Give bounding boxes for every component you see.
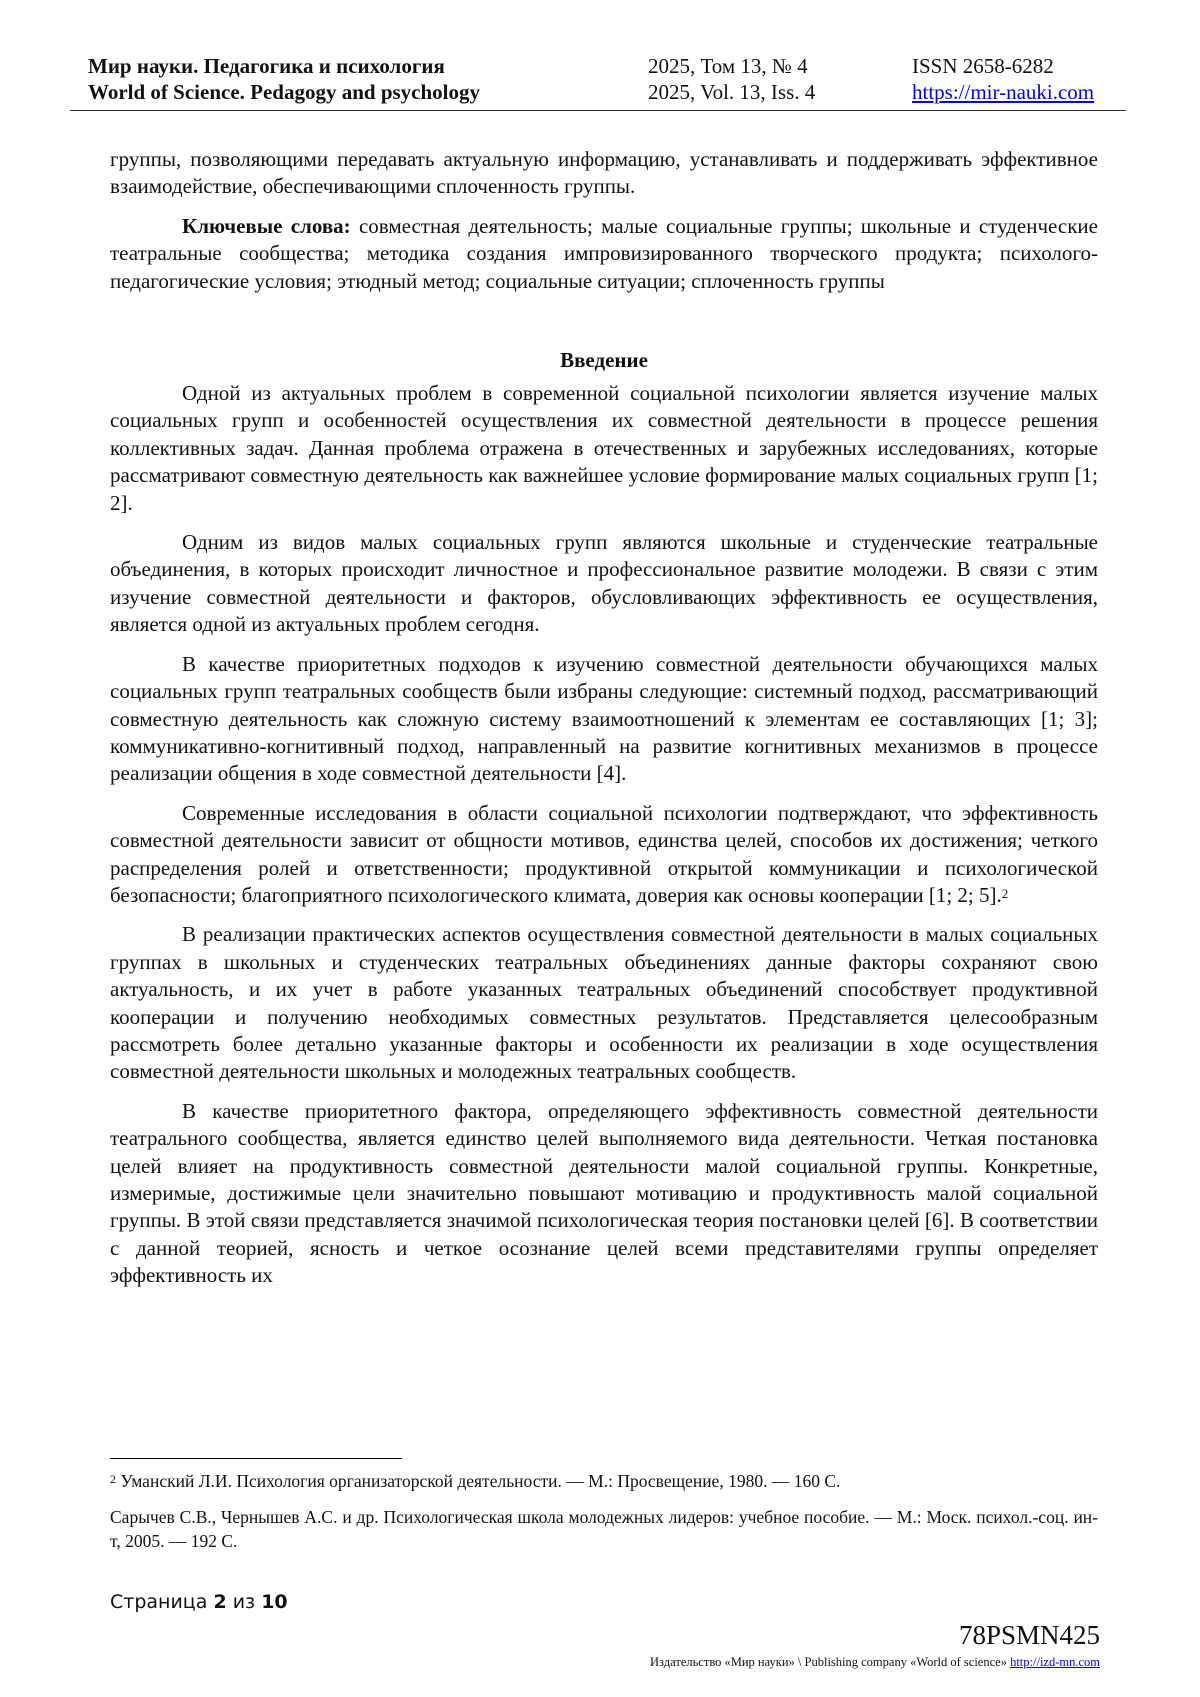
- intro-paragraph-4-text: Современные исследования в области социальной психологии подтверждают, что эффективность совместной деятельности зависит от общности мотивов, единства целей, способов их достижения; четкого распределения ролей и ответственности; продуктивной открытой коммуникации и психологической безопасности; благоприятного психологического климата, доверия как основы кооперации [1; 2; 5].: [110, 800, 1098, 907]
- page-current: 2: [213, 1591, 227, 1613]
- footnotes: [110, 1469, 1098, 1565]
- publisher-text: Издательство «Мир науки» \ Publishing company «World of science»: [650, 1655, 1011, 1669]
- page-of-word: из: [226, 1591, 262, 1613]
- journal-url-link[interactable]: https://mir-nauki.com: [912, 80, 1095, 104]
- header-divider: [70, 110, 1126, 111]
- footnote-divider: [110, 1458, 402, 1459]
- footnote-mark: 2: [110, 1472, 116, 1486]
- article-code: 78PSMN425: [958, 1620, 1100, 1650]
- issn: ISSN 2658-6282: [912, 54, 1054, 78]
- page-number: [110, 1591, 288, 1613]
- intro-paragraph-4: [110, 800, 1098, 910]
- keywords-label: Ключевые слова:: [182, 213, 351, 238]
- page-total: 10: [261, 1591, 288, 1613]
- abstract-tail: группы, позволяющими передавать актуальную информацию, устанавливать и поддерживать эффективное взаимодействие, обеспечивающими сплоченность группы.: [110, 147, 1098, 199]
- journal-url-cell: [912, 78, 1094, 106]
- footnote-2: Сарычев С.В., Чернышев А.С. и др. Психологическая школа молодежных лидеров: учебное пособие. — М.: Моск. психол.-соц. ин-т, 2005. — 192 С.: [110, 1507, 1098, 1551]
- page-word: Страница: [110, 1591, 214, 1613]
- footnote-1-text: Уманский Л.И. Психология организаторской деятельности. — М.: Просвещение, 1980. — 160 С.: [116, 1471, 841, 1491]
- keywords-text: совместная деятельность; малые социальные группы; школьные и студенческие театральные сообщества; методика создания импровизированного творческого продукта; психолого-педагогические условия; этюдный метод; социальные ситуации; сплоченность группы: [110, 213, 1098, 293]
- intro-paragraph-6: В качестве приоритетного фактора, определяющего эффективность совместной деятельности театрального сообщества, является единство целей выполняемого вида деятельности. Четкая постановка целей влияет на продуктивность совместной деятельности малой социальной группы. Конкретные, измеримые, достижимые цели значительно повышают мотивацию и продуктивность малой социальной группы. В этой связи представляется значимой психологическая теория постановки целей [6]. В соответствии с данной теорией, ясность и четкое осознание целей всеми представителями группы определяет эффективность их: [110, 1098, 1098, 1288]
- intro-paragraph-2: Одним из видов малых социальных групп являются школьные и студенческие театральные объединения, в которых происходит личностное и профессиональное развитие молодежи. В связи с этим изучение совместной деятельности и факторов, обусловливающих эффективность ее осуществления, является одной из актуальных проблем сегодня.: [110, 530, 1098, 637]
- publisher-line: [650, 1655, 1100, 1670]
- issue-ru: 2025, Том 13, № 4: [648, 54, 808, 78]
- issue-en: 2025, Vol. 13, Iss. 4: [648, 80, 816, 104]
- footnote-1: [110, 1469, 1098, 1493]
- journal-title-ru: Мир науки. Педагогика и психология: [88, 54, 445, 78]
- intro-paragraph-5: В реализации практических аспектов осуществления совместной деятельности в малых социальных группах в школьных и студенческих театральных объединениях данные факторы сохраняют свою актуальность, и их учет в работе указанных театральных объединений способствует продуктивной кооперации и получению необходимых совместных результатов. Представляется целесообразным рассмотреть более детально указанные факторы и особенности их реализации в ходе осуществления совместной деятельности школьных и молодежных театральных сообществ.: [110, 922, 1098, 1084]
- journal-title-en: World of Science. Pedagogy and psychology: [88, 80, 481, 104]
- footnote-ref-2[interactable]: 2: [1001, 885, 1009, 901]
- keywords-paragraph: [110, 213, 1098, 295]
- article-body: [110, 146, 1098, 1302]
- intro-paragraph-3: В качестве приоритетных подходов к изучению совместной деятельности обучающихся малых социальных групп театральных сообществ были избраны следующие: системный подход, рассматривающий совместную деятельность как сложную систему взаимоотношений к элементам ее составляющих [1; 3]; коммуникативно-когнитивный подход, направленный на развитие когнитивных механизмов в процессе реализации общения в ходе совместной деятельности [4].: [110, 651, 1098, 786]
- section-heading-intro: Введение: [560, 348, 648, 373]
- journal-header: [88, 52, 1124, 110]
- intro-paragraph-1: Одной из актуальных проблем в современной социальной психологии является изучение малых социальных групп и особенностей осуществления их совместной деятельности в процессе решения коллективных задач. Данная проблема отражена в отечественных и зарубежных исследованиях, которые рассматривают совместную деятельность как важнейшее условие формирование малых социальных групп [1; 2].: [110, 381, 1098, 515]
- publisher-link[interactable]: http://izd-mn.com: [1010, 1655, 1100, 1669]
